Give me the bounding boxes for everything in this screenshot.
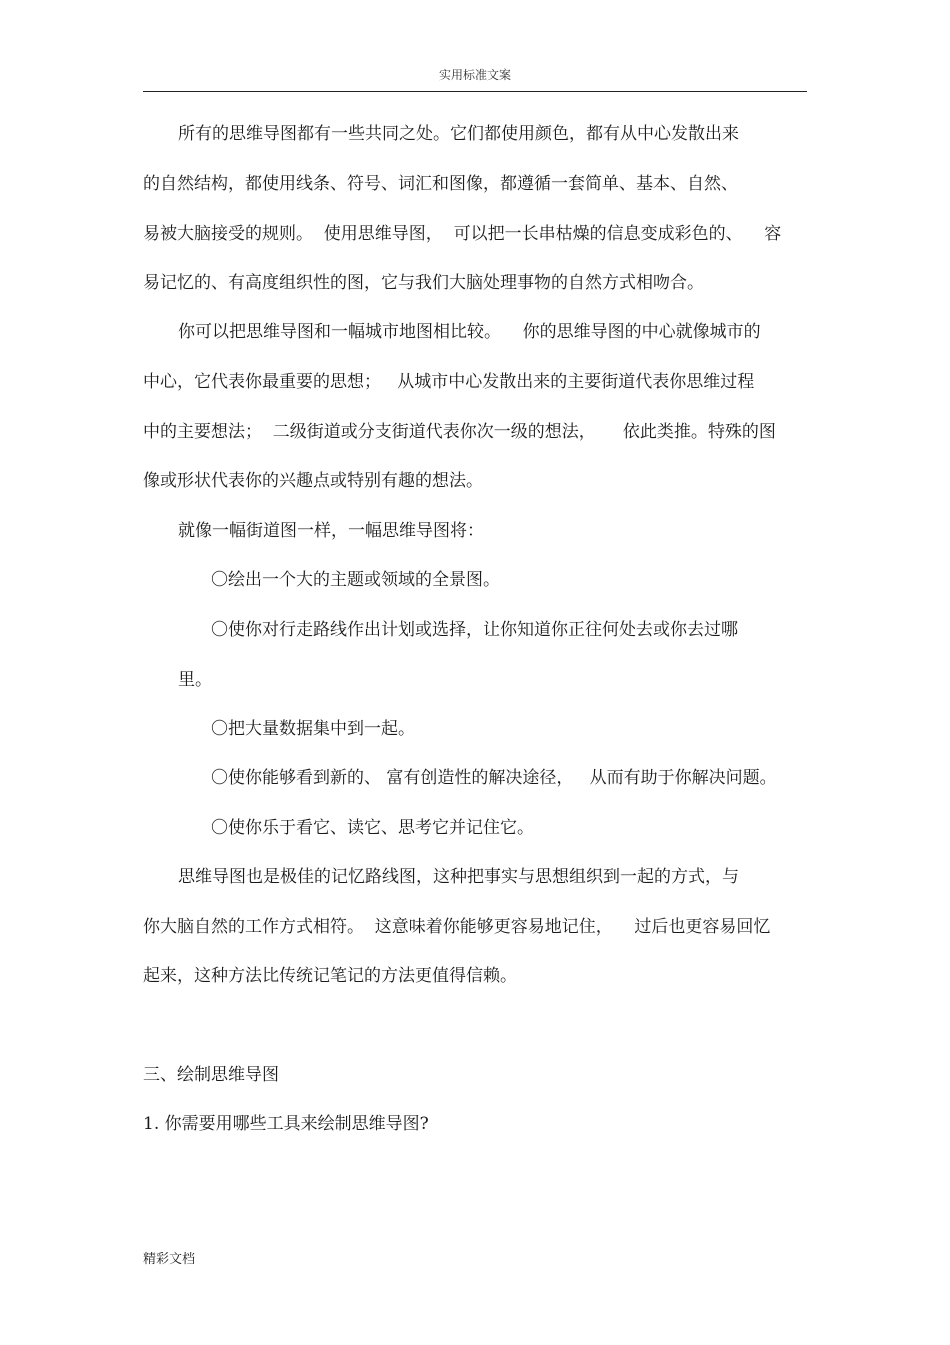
paragraph-1-line-1: 所有的思维导图都有一些共同之处。它们都使用颜色，都有从中心发散出来 <box>178 124 739 144</box>
page-header: 实用标准文案 <box>438 68 511 82</box>
bullet-2-line-2: 里。 <box>178 670 212 690</box>
paragraph-1-line-3: 易被大脑接受的规则。 使用思维导图， 可以把一长串枯燥的信息变成彩色的、 容 <box>143 224 782 244</box>
paragraph-3-line-1: 就像一幅街道图一样，一幅思维导图将： <box>178 521 484 541</box>
paragraph-1-line-4: 易记忆的、有高度组织性的图，它与我们大脑处理事物的自然方式相吻合。 <box>143 273 704 293</box>
closing-line-3: 起来，这种方法比传统记笔记的方法更值得信赖。 <box>143 966 517 986</box>
bullet-2-line-1: 〇使你对行走路线作出计划或选择，让你知道你正往何处去或你去过哪 <box>211 620 738 640</box>
page-footer: 精彩文档 <box>143 1252 196 1267</box>
bullet-1: 〇绘出一个大的主题或领域的全景图。 <box>211 570 500 590</box>
closing-line-2: 你大脑自然的工作方式相符。 这意味着你能够更容易地记住， 过后也更容易回忆 <box>143 917 771 937</box>
bullet-3: 〇把大量数据集中到一起。 <box>211 719 415 739</box>
question-1: 1. 你需要用哪些工具来绘制思维导图? <box>143 1114 429 1134</box>
paragraph-1-line-2: 的自然结构，都使用线条、符号、词汇和图像，都遵循一套简单、基本、自然、 <box>143 174 738 194</box>
paragraph-2-line-2: 中心，它代表你最重要的思想； 从城市中心发散出来的主要街道代表你思维过程 <box>143 372 755 392</box>
bullet-5: 〇使你乐于看它、读它、思考它并记住它。 <box>211 818 534 838</box>
paragraph-2-line-3: 中的主要想法； 二级街道或分支街道代表你次一级的想法， 依此类推。特殊的图 <box>143 422 776 442</box>
bullet-4: 〇使你能够看到新的、 富有创造性的解决途径， 从而有助于你解决问题。 <box>211 768 777 788</box>
header-divider <box>143 91 807 92</box>
paragraph-2-line-4: 像或形状代表你的兴趣点或特别有趣的想法。 <box>143 471 483 491</box>
closing-line-1: 思维导图也是极佳的记忆路线图，这种把事实与思想组织到一起的方式，与 <box>178 867 739 887</box>
paragraph-2-line-1: 你可以把思维导图和一幅城市地图相比较。 你的思维导图的中心就像城市的 <box>178 322 761 342</box>
section-heading: 三、绘制思维导图 <box>143 1065 279 1085</box>
